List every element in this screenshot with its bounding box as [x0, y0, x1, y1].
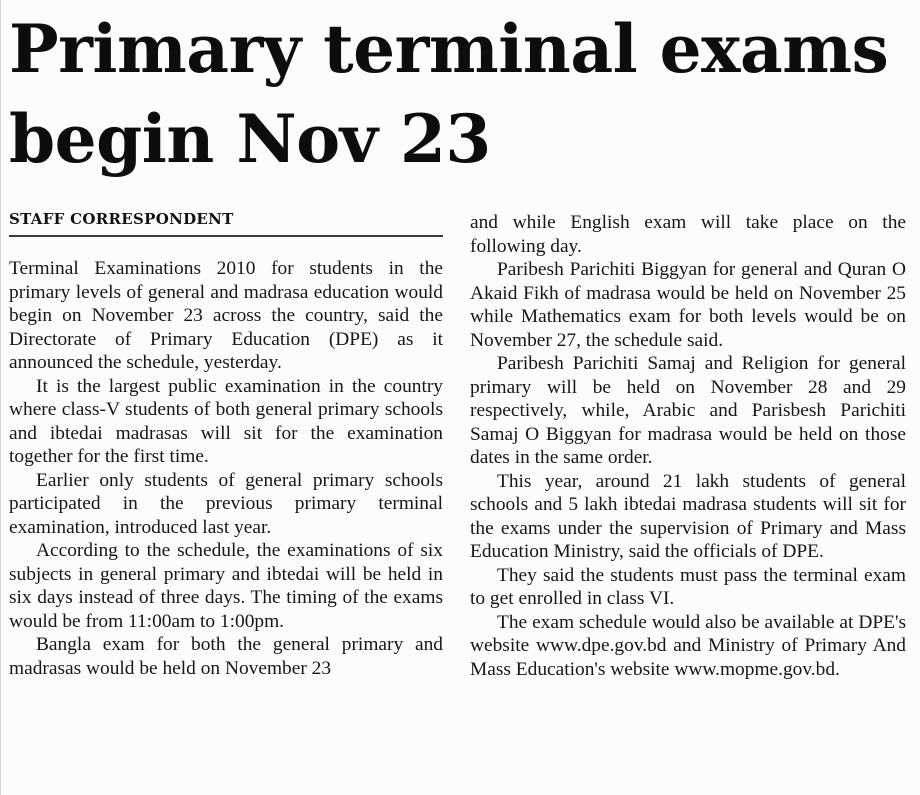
paragraph: This year, around 21 lakh students of general schools and 5 lakh ibtedai madrasa students will sit for the exams under the supervision of Primary and Mass Education Ministry, said the officials of DPE.	[470, 470, 906, 562]
paragraph: Bangla exam for both the general primary and madrasas would be held on November 23	[9, 634, 443, 679]
paragraph: They said the students must pass the terminal exam to get enrolled in class VI.	[470, 564, 906, 609]
paragraph: Paribesh Parichiti Biggyan for general and Quran O Akaid Fikh of madrasa would be held on November 25 while Mathematics exam for both levels would be on November 27, the schedule said.	[470, 259, 906, 351]
paragraph: The exam schedule would also be available at DPE's website www.dpe.gov.bd and Ministry of Primary And Mass Education's website www.mopme.gov.bd.	[470, 611, 906, 680]
paragraph: Paribesh Parichiti Samaj and Religion for general primary will be held on November 28 and 29 respectively, while, Arabic and Parisbesh Parichiti Samaj O Biggyan for madrasa would be held on those dates in the same order.	[470, 353, 906, 468]
headline: Primary terminal exams begin Nov 23	[9, 10, 889, 178]
paragraph: According to the schedule, the examinations of six subjects in general primary and ibtedai will be held in six days instead of three days. The timing of the exams would be from 11:00am to 1:00pm.	[9, 540, 443, 632]
paragraph: Terminal Examinations 2010 for students in the primary levels of general and madrasa education would begin on November 23 across the country, said the Directorate of Primary Education (DPE) as it announced the schedule, yesterday.	[9, 258, 443, 373]
paragraph: Earlier only students of general primary schools participated in the previous primary terminal examination, introduced last year.	[9, 469, 443, 538]
paragraph: It is the largest public examination in the country where class-V students of both general primary schools and ibtedai madrasas will sit for the examination together for the first time.	[9, 375, 443, 467]
paragraph: and while English exam will take place on the following day.	[470, 212, 906, 257]
article-column-right	[470, 211, 906, 681]
byline: STAFF CORRESPONDENT	[9, 210, 443, 237]
article-column-left	[9, 257, 443, 680]
